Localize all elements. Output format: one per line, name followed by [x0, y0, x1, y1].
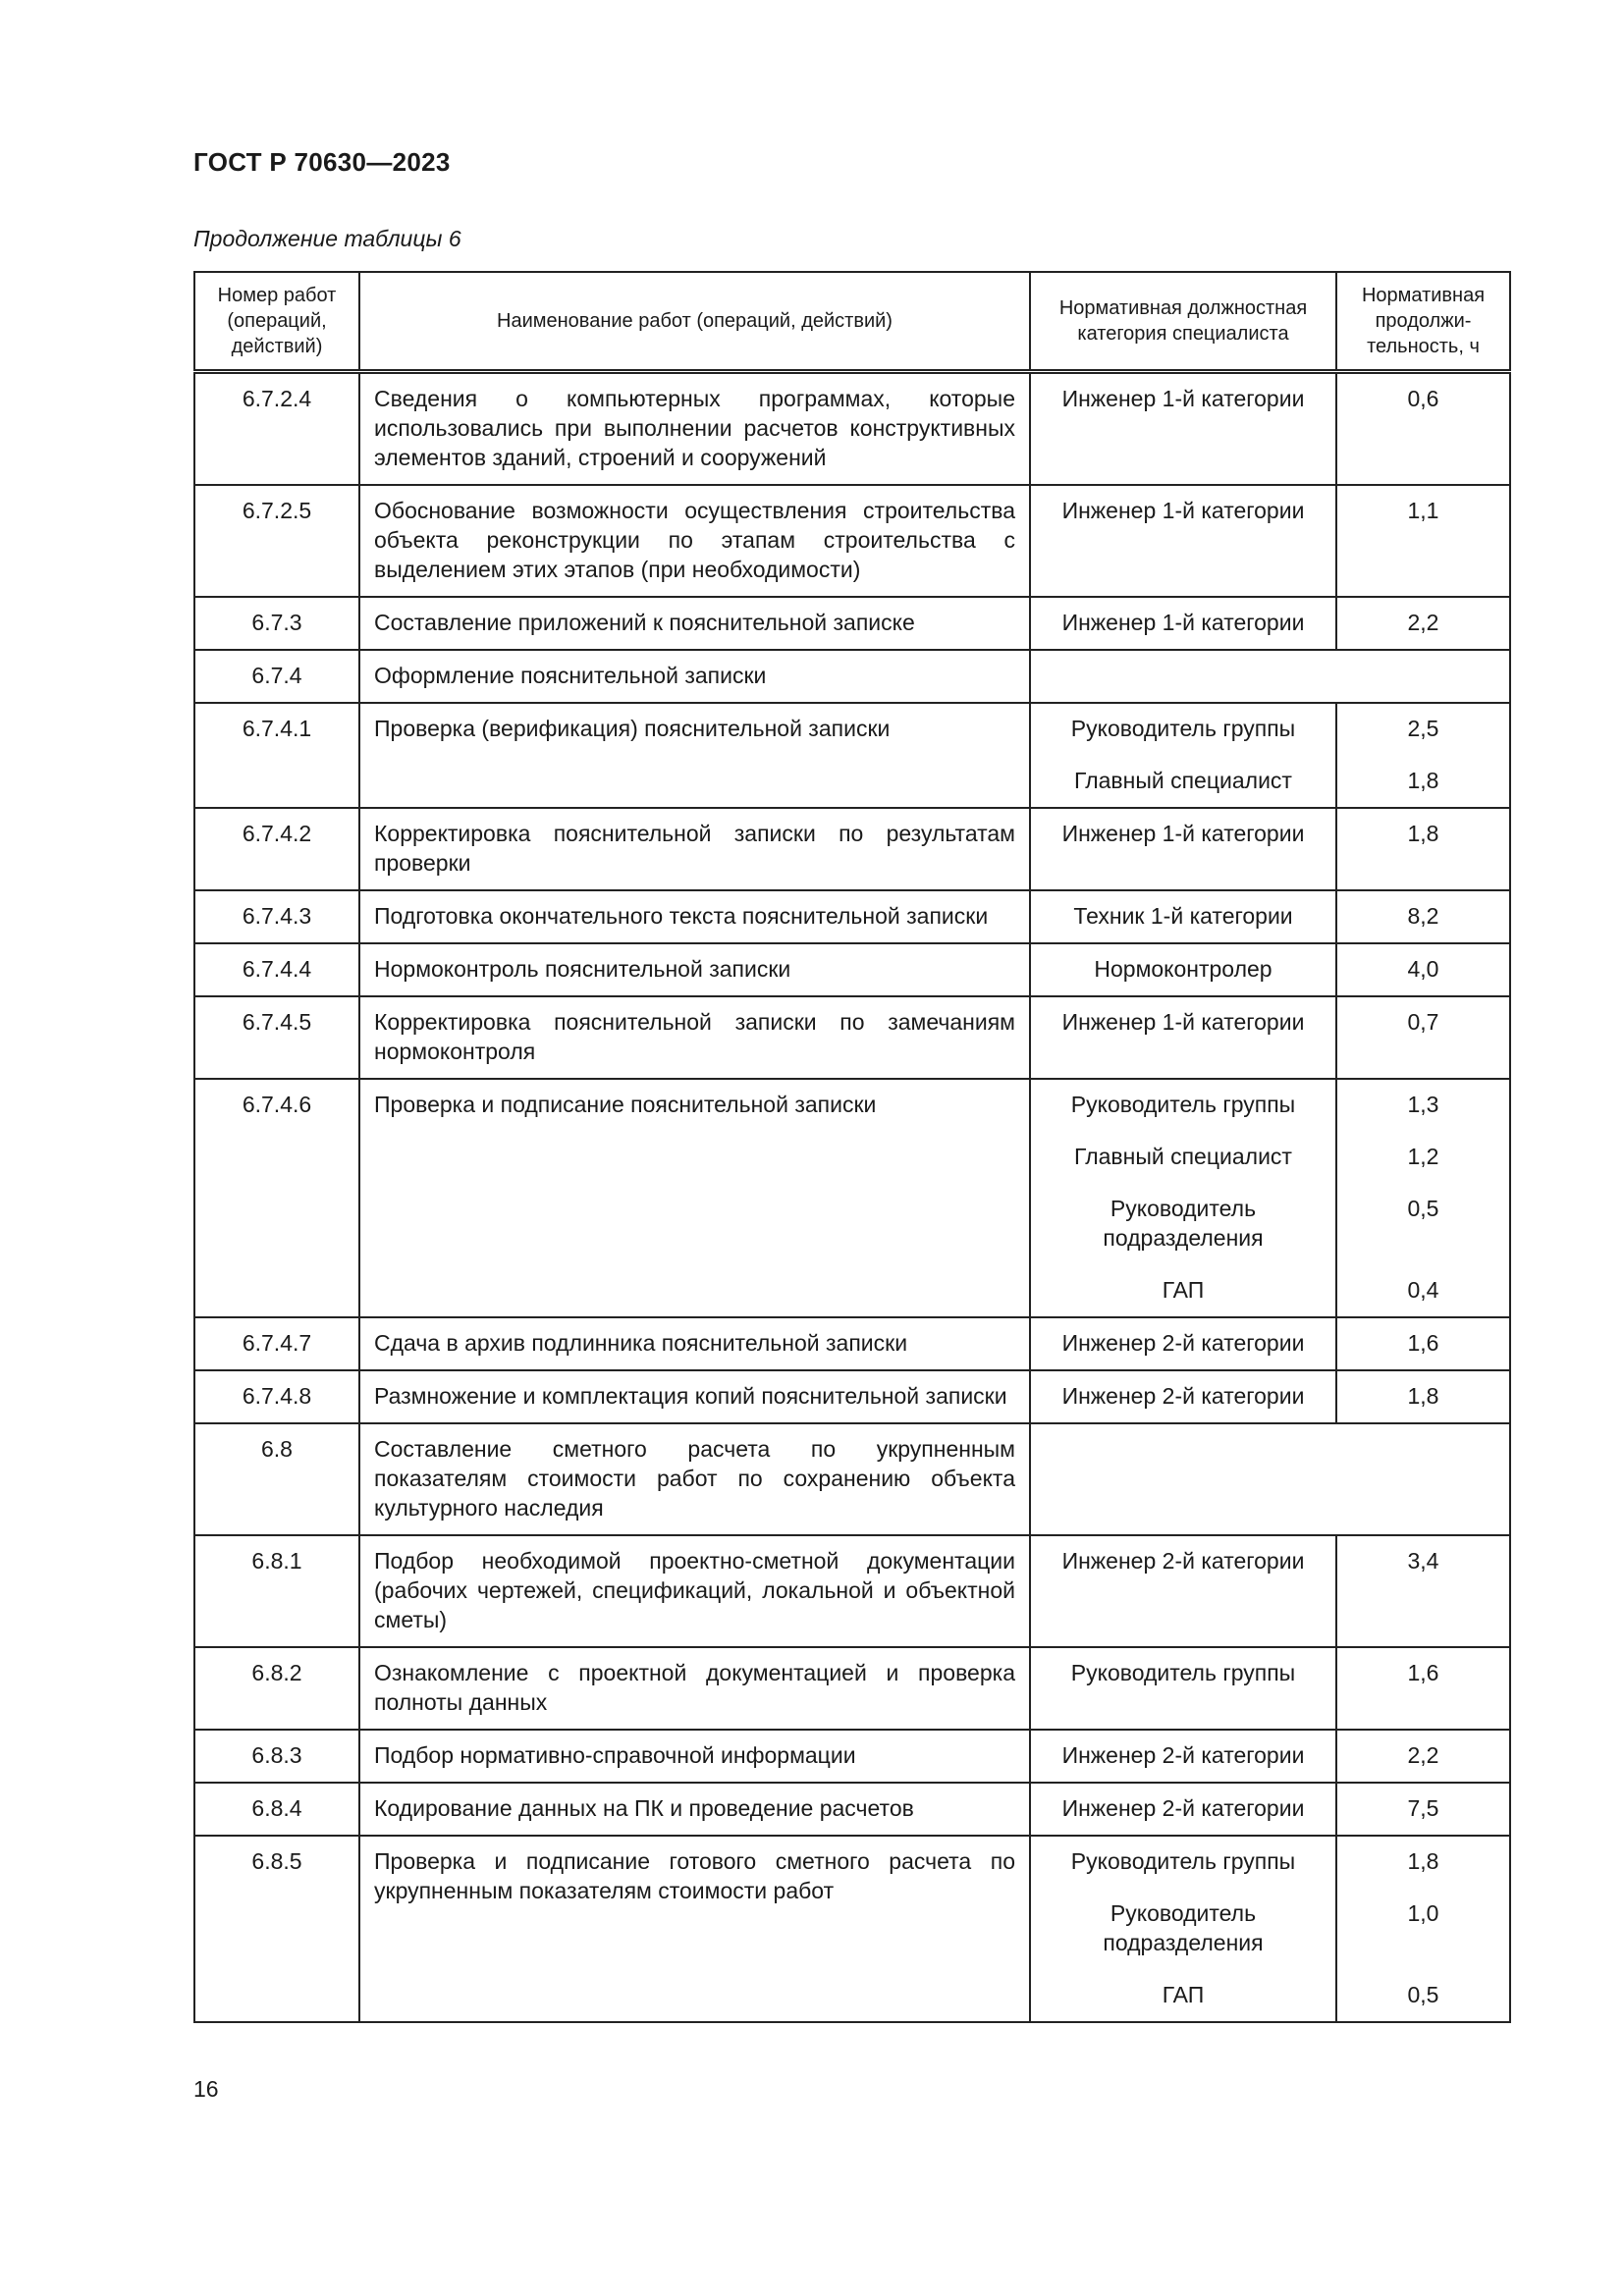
duration-cell [1336, 372, 1510, 486]
work-name-cell: Обоснование возможности осуществления строительства объекта реконструкции по этапам строительства с выделением этих этапов (при необходимости) [359, 485, 1030, 597]
work-name-cell: Нормоконтроль пояснительной записки [359, 943, 1030, 996]
work-number-cell: 6.7.2.5 [194, 485, 359, 597]
work-name-cell: Проверка (верификация) пояснительной записки [359, 703, 1030, 808]
table-row [194, 485, 1510, 597]
work-number-cell: 6.7.4.7 [194, 1317, 359, 1370]
duration-cell [1336, 808, 1510, 890]
work-number-cell: 6.8.3 [194, 1730, 359, 1783]
duration-cell [1336, 1836, 1510, 2022]
duration-value: 0,6 [1407, 386, 1439, 411]
work-number-cell: 6.7.4.5 [194, 996, 359, 1079]
specialist-category: ГАП [1162, 1982, 1205, 2007]
work-number-cell: 6.8 [194, 1423, 359, 1535]
table-row [194, 1423, 1510, 1535]
duration-cell [1336, 1079, 1510, 1317]
table-row [194, 650, 1510, 703]
norms-table [193, 271, 1511, 2023]
work-name-cell: Подбор нормативно-справочной информации [359, 1730, 1030, 1783]
duration-value: 1,6 [1407, 1330, 1439, 1356]
specialist-category-cell [1030, 1836, 1336, 2022]
specialist-category: Главный специалист [1074, 768, 1292, 793]
specialist-category: Руководитель группы [1070, 1092, 1296, 1117]
duration-cell [1336, 703, 1510, 808]
duration-value: 1,0 [1407, 1900, 1439, 1926]
specialist-category: Инженер 1-й категории [1061, 610, 1305, 635]
work-name-cell: Ознакомление с проектной документацией и проверка полноты данных [359, 1647, 1030, 1730]
work-name-cell: Подбор необходимой проектно-сметной документации (рабочих чертежей, спецификаций, локальной и объектной сметы) [359, 1535, 1030, 1647]
specialist-category-cell [1030, 996, 1336, 1079]
table-row [194, 1370, 1510, 1423]
table-row [194, 1079, 1510, 1317]
work-name-cell: Сдача в архив подлинника пояснительной записки [359, 1317, 1030, 1370]
specialist-category: Инженер 2-й категории [1061, 1383, 1305, 1409]
duration-cell [1336, 485, 1510, 597]
work-name-cell: Подготовка окончательного текста пояснительной записки [359, 890, 1030, 943]
work-number-cell: 6.7.2.4 [194, 372, 359, 486]
table-row [194, 1783, 1510, 1836]
duration-cell [1336, 943, 1510, 996]
table-row [194, 890, 1510, 943]
duration-value: 1,8 [1407, 821, 1439, 846]
duration-value: 7,5 [1407, 1795, 1439, 1821]
specialist-category: Инженер 2-й категории [1061, 1742, 1305, 1768]
work-number-cell: 6.7.4.2 [194, 808, 359, 890]
specialist-category-cell [1030, 485, 1336, 597]
specialist-category-cell [1030, 703, 1336, 808]
duration-value: 1,3 [1407, 1092, 1439, 1117]
specialist-category-cell [1030, 1647, 1336, 1730]
work-number-cell: 6.8.4 [194, 1783, 359, 1836]
specialist-category: Нормоконтролер [1094, 956, 1272, 982]
specialist-category: Руководитель группы [1070, 1848, 1296, 1874]
table-row [194, 943, 1510, 996]
specialist-category-cell [1030, 1370, 1336, 1423]
duration-value: 8,2 [1407, 903, 1439, 929]
specialist-category-cell [1030, 1730, 1336, 1783]
work-name-cell: Проверка и подписание готового сметного расчета по укрупненным показателям стоимости работ [359, 1836, 1030, 2022]
column-header-name: Наименование работ (операций, действий) [359, 272, 1030, 372]
table-body [194, 372, 1510, 2023]
specialist-category-cell [1030, 808, 1336, 890]
table-row [194, 372, 1510, 486]
specialist-category: Руководитель группы [1070, 716, 1296, 741]
duration-value: 2,2 [1407, 610, 1439, 635]
column-header-category: Нормативная должностная категория специалиста [1030, 272, 1336, 372]
specialist-category: Руководитель подразделения [1103, 1900, 1264, 1955]
duration-value: 3,4 [1407, 1548, 1439, 1574]
duration-value: 2,5 [1407, 716, 1439, 741]
specialist-category: Руководитель группы [1070, 1660, 1296, 1685]
work-number-cell: 6.8.2 [194, 1647, 359, 1730]
duration-value: 1,8 [1407, 1848, 1439, 1874]
specialist-category-cell [1030, 372, 1336, 486]
specialist-category: Техник 1-й категории [1073, 903, 1293, 929]
table-row [194, 1535, 1510, 1647]
table-continuation-caption: Продолжение таблицы 6 [193, 226, 461, 251]
table-row [194, 1836, 1510, 2022]
specialist-category: Инженер 1-й категории [1061, 498, 1305, 523]
duration-value: 1,6 [1407, 1660, 1439, 1685]
work-number-cell: 6.7.3 [194, 597, 359, 650]
work-name-cell: Размножение и комплектация копий пояснительной записки [359, 1370, 1030, 1423]
table-row [194, 996, 1510, 1079]
duration-value: 1,2 [1407, 1144, 1439, 1169]
work-number-cell: 6.8.5 [194, 1836, 359, 2022]
specialist-category: Инженер 2-й категории [1061, 1330, 1305, 1356]
duration-value: 2,2 [1407, 1742, 1439, 1768]
specialist-category-cell [1030, 597, 1336, 650]
empty-merged-cell [1030, 650, 1510, 703]
specialist-category: Инженер 1-й категории [1061, 1009, 1305, 1035]
specialist-category-cell [1030, 1783, 1336, 1836]
work-number-cell: 6.7.4.8 [194, 1370, 359, 1423]
specialist-category-cell [1030, 1317, 1336, 1370]
table-row [194, 808, 1510, 890]
work-name-cell: Кодирование данных на ПК и проведение расчетов [359, 1783, 1030, 1836]
duration-value: 1,1 [1407, 498, 1439, 523]
duration-value: 0,4 [1407, 1277, 1439, 1303]
work-name-cell: Сведения о компьютерных программах, которые использовались при выполнении расчетов конструктивных элементов зданий, строений и сооружений [359, 372, 1030, 486]
duration-value: 0,5 [1407, 1982, 1439, 2007]
empty-merged-cell [1030, 1423, 1510, 1535]
specialist-category: ГАП [1162, 1277, 1205, 1303]
work-number-cell: 6.7.4 [194, 650, 359, 703]
work-name-cell: Составление сметного расчета по укрупненным показателям стоимости работ по сохранению объекта культурного наследия [359, 1423, 1030, 1535]
duration-cell [1336, 890, 1510, 943]
document-code: ГОСТ Р 70630—2023 [193, 147, 451, 177]
duration-cell [1336, 1535, 1510, 1647]
duration-value: 0,7 [1407, 1009, 1439, 1035]
duration-value: 4,0 [1407, 956, 1439, 982]
duration-cell [1336, 1317, 1510, 1370]
table-header [194, 272, 1510, 372]
duration-cell [1336, 597, 1510, 650]
specialist-category-cell [1030, 890, 1336, 943]
duration-value: 1,8 [1407, 1383, 1439, 1409]
work-number-cell: 6.7.4.6 [194, 1079, 359, 1317]
specialist-category-cell [1030, 1535, 1336, 1647]
specialist-category: Руководитель подразделения [1103, 1196, 1264, 1251]
table-row [194, 703, 1510, 808]
table-row [194, 1730, 1510, 1783]
duration-cell [1336, 1730, 1510, 1783]
page-number: 16 [193, 2076, 219, 2102]
duration-value: 1,8 [1407, 768, 1439, 793]
duration-cell [1336, 1370, 1510, 1423]
specialist-category: Инженер 2-й категории [1061, 1548, 1305, 1574]
table-row [194, 597, 1510, 650]
duration-cell [1336, 1783, 1510, 1836]
duration-cell [1336, 1647, 1510, 1730]
specialist-category: Главный специалист [1074, 1144, 1292, 1169]
work-number-cell: 6.7.4.3 [194, 890, 359, 943]
column-header-number: Номер работ (операций, действий) [194, 272, 359, 372]
work-name-cell: Корректировка пояснительной записки по замечаниям нормоконтроля [359, 996, 1030, 1079]
specialist-category: Инженер 2-й категории [1061, 1795, 1305, 1821]
specialist-category-cell [1030, 943, 1336, 996]
specialist-category: Инженер 1-й категории [1061, 386, 1305, 411]
column-header-duration: Нормативная продолжи- тельность, ч [1336, 272, 1510, 372]
work-name-cell: Корректировка пояснительной записки по результатам проверки [359, 808, 1030, 890]
duration-value: 0,5 [1407, 1196, 1439, 1221]
specialist-category-cell [1030, 1079, 1336, 1317]
specialist-category: Инженер 1-й категории [1061, 821, 1305, 846]
duration-cell [1336, 996, 1510, 1079]
work-name-cell: Проверка и подписание пояснительной записки [359, 1079, 1030, 1317]
work-number-cell: 6.7.4.1 [194, 703, 359, 808]
work-number-cell: 6.8.1 [194, 1535, 359, 1647]
work-name-cell: Составление приложений к пояснительной записке [359, 597, 1030, 650]
table-row [194, 1317, 1510, 1370]
work-name-cell: Оформление пояснительной записки [359, 650, 1030, 703]
table-row [194, 1647, 1510, 1730]
work-number-cell: 6.7.4.4 [194, 943, 359, 996]
